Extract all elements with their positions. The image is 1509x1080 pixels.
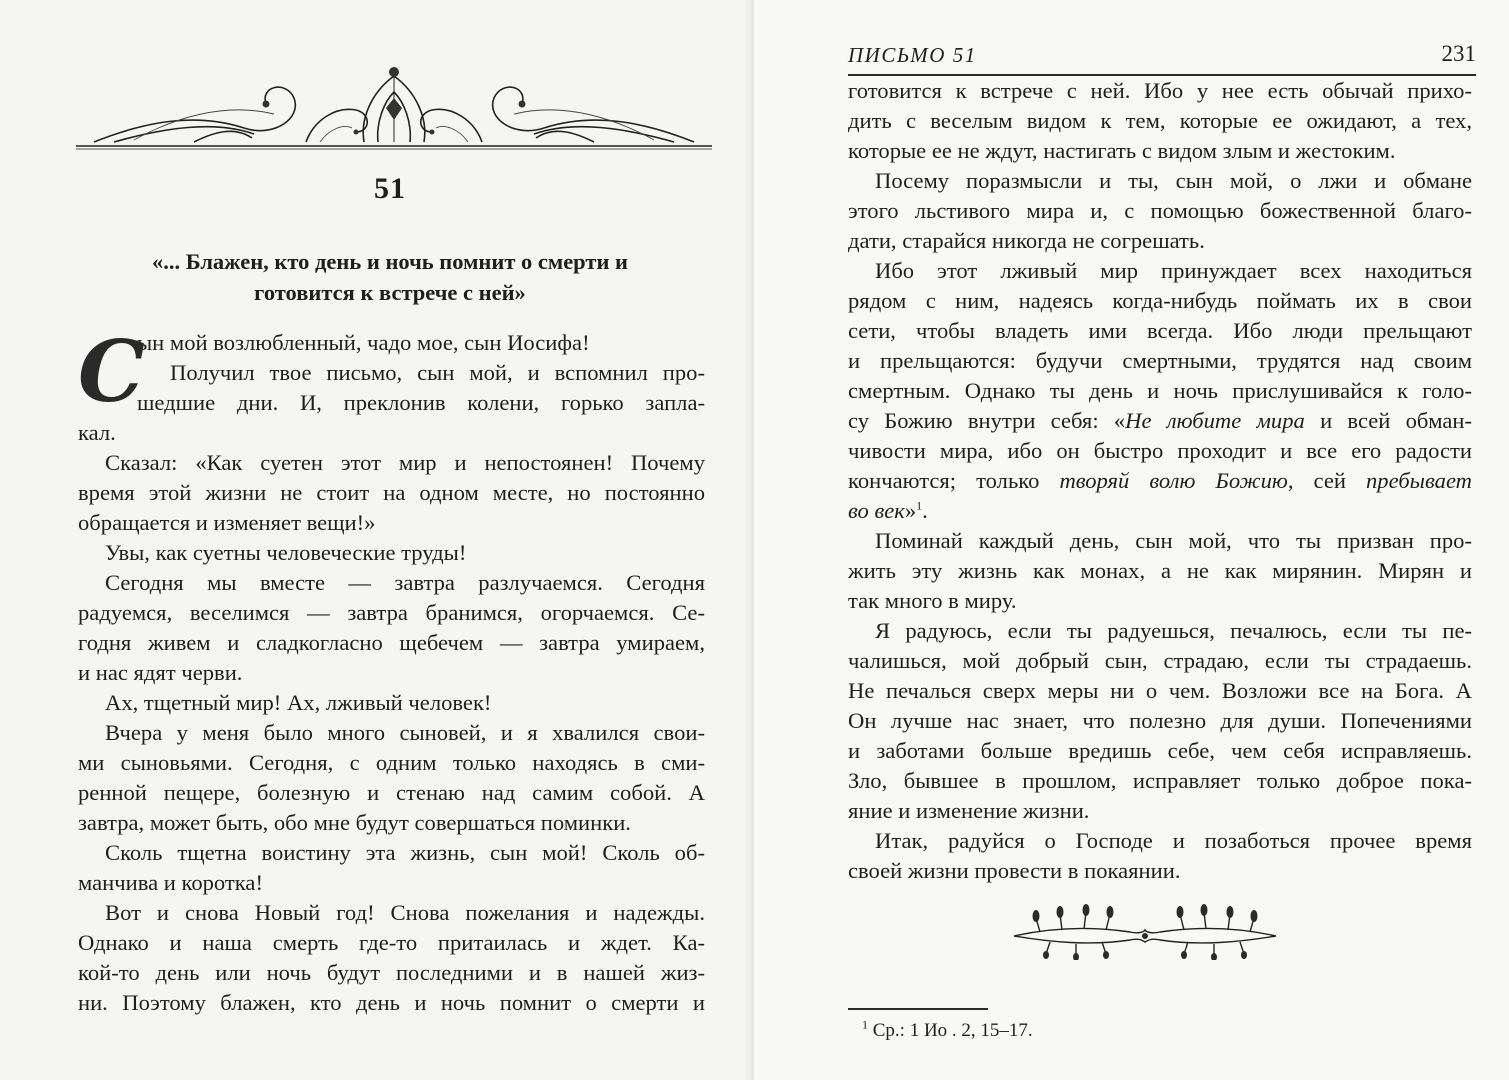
text-line: жить эту жизнь как монах, а не как мирянин. Мирян и — [848, 558, 1472, 583]
text-line: кал. — [78, 420, 116, 445]
footnote — [862, 1018, 1033, 1044]
chapter-epigraph — [90, 246, 690, 308]
text-line: Я радуюсь, если ты радуешься, печалюсь, если ты пе- — [875, 618, 1472, 643]
text-line: чалишься, мой добрый сын, страдаю, если ты страдаешь. — [848, 648, 1472, 673]
epigraph-line: «... Блажен, кто день и ночь помнит о смерти и — [151, 249, 628, 274]
footnote-reference[interactable]: 1 — [916, 498, 923, 513]
text-line: Не печалься сверх меры ни о чем. Возложи все на Бога. А — [848, 678, 1472, 703]
text-line: и прельщаются: будучи смертными, трудятся над своим — [848, 348, 1472, 373]
ornamental-headpiece — [74, 62, 714, 158]
floral-tailpiece — [1010, 902, 1280, 960]
epigraph-line: готовится к встрече с ней» — [254, 280, 526, 305]
text-line: Сколь тщетна воистину эта жизнь, сын мой! Сколь об- — [105, 840, 705, 865]
text-line: так много в миру. — [848, 588, 1017, 613]
text-line: обращается и изменяет вещи!» — [78, 510, 376, 535]
page-number: 231 — [1441, 41, 1476, 66]
chapter-number: 51 — [374, 172, 406, 205]
text-run: су Божию внутри себя: « — [848, 408, 1126, 433]
text-line: манчива и коротка! — [78, 870, 263, 895]
text-line: завтра, может быть, обо мне будут совершаться поминки. — [78, 810, 631, 835]
text-line: Однако и наша смерть где-то притаилась и ждет. Ка- — [78, 930, 705, 955]
footnote-mark: 1 — [862, 1017, 868, 1032]
scripture-quote: во век — [848, 498, 905, 523]
text-line: годня живем и сладкогласно щебечем — завтра умираем, — [78, 630, 705, 655]
text-line: Сегодня мы вместе — завтра разлучаемся. Сегодня — [105, 570, 705, 595]
text-line: Ибо этот лживый мир принуждает всех находиться — [875, 258, 1472, 283]
text-line: и нас ядят черви. — [78, 660, 243, 685]
text-line: которые ее не ждут, настигать с видом злым и жестоким. — [848, 138, 1396, 163]
text-line: Зло, бывшее в прошлом, исправляет только доброе пока- — [848, 768, 1472, 793]
text-line: время этой жизни не стоит на одном месте, но постоянно — [78, 480, 705, 505]
text-line: рядом с ним, надеясь когда-нибудь поймать их в свои — [848, 288, 1472, 313]
text-line: яние и изменение жизни. — [848, 798, 1090, 823]
footnote-text: Ср.: 1 Ио . 2, 15–17. — [872, 1020, 1033, 1041]
text-line: Поминай каждый день, сын мой, что ты призван про- — [875, 528, 1472, 553]
text-line: Получил твое письмо, сын мой, и вспомнил про- — [170, 360, 705, 385]
right-page-body — [848, 76, 1472, 886]
text-line: готовится к встрече с ней. Ибо у нее есть обычай прихо- — [848, 78, 1472, 103]
text-line: сети, чтобы владеть ими всегда. Ибо люди прельщают — [848, 318, 1472, 343]
text-line: Посему поразмысли и ты, сын мой, о лжи и обмане — [875, 168, 1472, 193]
text-line: дати, старайся никогда не согрешать. — [848, 228, 1205, 253]
text-line: Он лучше нас знает, что полезно для души. Попечениями — [848, 708, 1472, 733]
left-page — [0, 0, 754, 1080]
scripture-quote: творяй волю Божию — [1059, 468, 1288, 493]
text-line: Ах, тщетный мир! Ах, лживый человек! — [105, 690, 492, 715]
text-line: шедшие дни. И, преклонив колени, горько запла- — [137, 390, 705, 415]
text-line — [848, 496, 1472, 526]
text-line: Сказал: «Как суетен этот мир и непостоянен! Почему — [105, 450, 705, 475]
text-line: и заботами больше вредишь себе, чем себя исправляешь. — [848, 738, 1472, 763]
text-line: Вчера у меня было много сыновей, и я хвалился свои- — [105, 720, 705, 745]
text-line: ын мой возлюбленный, чадо мое, сын Иосифа! — [137, 330, 590, 355]
text-run: , сей — [1287, 468, 1366, 493]
text-line: кой-то день или ночь будут последними и в нашей жиз- — [78, 960, 705, 985]
text-run: » — [904, 498, 917, 523]
running-head: ПИСЬМО 51 — [848, 43, 977, 67]
text-line: Вот и снова Новый год! Снова пожелания и надежды. — [105, 900, 705, 925]
scripture-quote: Не любите мира — [1125, 408, 1305, 433]
text-run: и всей обман- — [1304, 408, 1472, 433]
left-page-body — [78, 322, 705, 1018]
text-line — [848, 406, 1472, 436]
text-line: этого льстивого мира и, с помощью божественной благо- — [848, 198, 1472, 223]
text-line: радуемся, веселимся — завтра бранимся, огорчаемся. Се- — [78, 600, 705, 625]
scripture-quote: пребывает — [1366, 468, 1472, 493]
text-line: ренной пещере, болезную и стенаю над самим собой. А — [78, 780, 705, 805]
text-line: своей жизни провести в покаянии. — [848, 858, 1181, 883]
text-run: . — [922, 498, 928, 523]
text-line: смертным. Однако ты день и ночь прислушивайся к голо- — [848, 378, 1472, 403]
text-run: кончаются; только — [848, 468, 1060, 493]
text-line: ми сыновьями. Сегодня, с одним только находясь в сми- — [78, 750, 705, 775]
text-line: дить с веселым видом к тем, которые ее ожидают, а тех, — [848, 108, 1472, 133]
text-line — [848, 466, 1472, 496]
text-line: ни. Поэтому блажен, кто день и ночь помнит о смерти и — [78, 990, 705, 1015]
footnote-rule — [848, 1008, 988, 1010]
text-line: Итак, радуйся о Господе и позаботься прочее время — [875, 828, 1472, 853]
drop-cap: С — [78, 322, 145, 421]
text-line: чивости мира, ибо он быстро проходит и все его радости — [848, 438, 1472, 463]
text-line: Увы, как суетны человеческие труды! — [105, 540, 467, 565]
